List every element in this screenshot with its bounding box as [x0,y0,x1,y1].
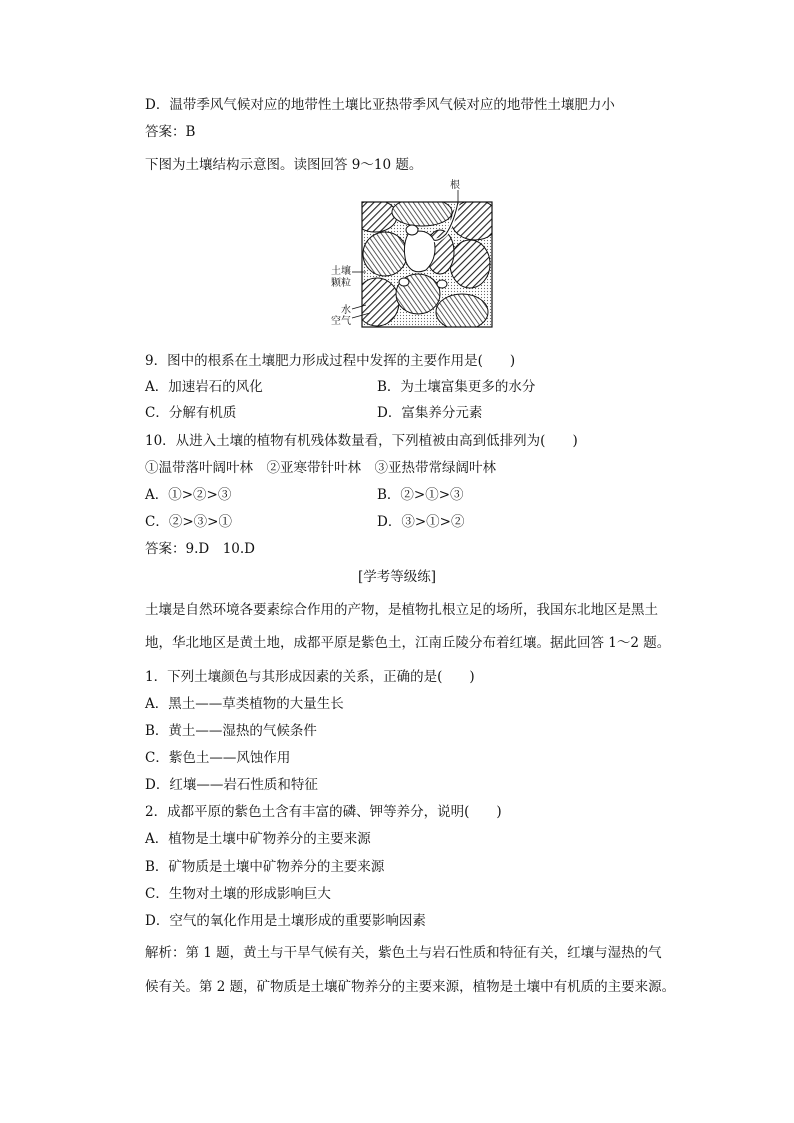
question-9-option-d: D．富集养分元素 [377,405,483,421]
question-9-option-c: C．分解有机质 [145,405,237,421]
label-water: 水 [341,305,351,316]
soil-structure-figure [330,182,500,337]
question-1-option-d: D．红壤——岩石性质和特征 [145,777,318,793]
question-2-option-b: B．矿物质是土壤中矿物养分的主要来源 [145,859,385,875]
question-10-option-b: B．②>①>③ [377,487,464,503]
intro-questions-9-10: 下图为土壤结构示意图。读图回答 9～10 题。 [145,157,423,173]
question-10-option-c: C．②>③>① [145,514,232,530]
label-air: 空气 [331,316,351,327]
label-root: 根 [450,180,460,191]
question-1-stem: 1．下列土壤颜色与其形成因素的关系，正确的是( ) [145,669,475,685]
intro-1-2-line2: 地，华北地区是黄土地，成都平原是紫色土，江南丘陵分布着红壤。据此回答 1～2 题。 [145,635,671,651]
question-2-option-d: D．空气的氧化作用是土壤形成的重要影响因素 [145,913,426,929]
question-9-option-b: B．为土壤富集更多的水分 [377,379,536,395]
label-soil-particle-line1: 土壤 [331,266,351,277]
intro-1-2-line1: 土壤是自然环境各要素综合作用的产物，是植物扎根立足的场所，我国东北地区是黑土 [145,602,658,618]
question-10-option-d: D．③>①>② [377,514,465,530]
question-2-option-a: A．植物是土壤中矿物养分的主要来源 [145,831,371,847]
analysis-line2: 候有关。第 2 题，矿物质是土壤矿物养分的主要来源，植物是土壤中有机质的主要来源。 [145,979,676,995]
question-10-option-a: A．①>②>③ [145,487,232,503]
soil-structure-diagram [330,182,500,337]
question-1-option-c: C．紫色土——风蚀作用 [145,750,291,766]
question-9-option-a: A．加速岩石的风化 [145,379,263,395]
answer-9-10: 答案：9.D 10.D [145,541,255,557]
answer-line: 答案：B [145,124,196,140]
question-10-stem: 10．从进入土壤的植物有机残体数量看，下列植被由高到低排列为( ) [145,433,578,449]
label-soil-particle-line2: 颗粒 [331,278,351,289]
question-10-items: ①温带落叶阔叶林 ②亚寒带针叶林 ③亚热带常绿阔叶林 [145,460,496,476]
analysis-line1: 解析：第 1 题，黄土与干旱气候有关，紫色土与岩石性质和特征有关，红壤与湿热的气 [145,945,662,961]
question-9-stem: 9．图中的根系在土壤肥力形成过程中发挥的主要作用是( ) [145,353,516,369]
question-2-option-c: C．生物对土壤的形成影响巨大 [145,886,331,902]
question-1-option-b: B．黄土——湿热的气候条件 [145,723,317,739]
question-1-option-a: A．黑土——草类植物的大量生长 [145,696,344,712]
question-2-stem: 2．成都平原的紫色土含有丰富的磷、钾等养分，说明( ) [145,804,502,820]
section-title: [学考等级练] [357,569,437,585]
option-d-previous-question: D．温带季风气候对应的地带性土壤比亚热带季风气候对应的地带性土壤肥力小 [145,97,615,113]
